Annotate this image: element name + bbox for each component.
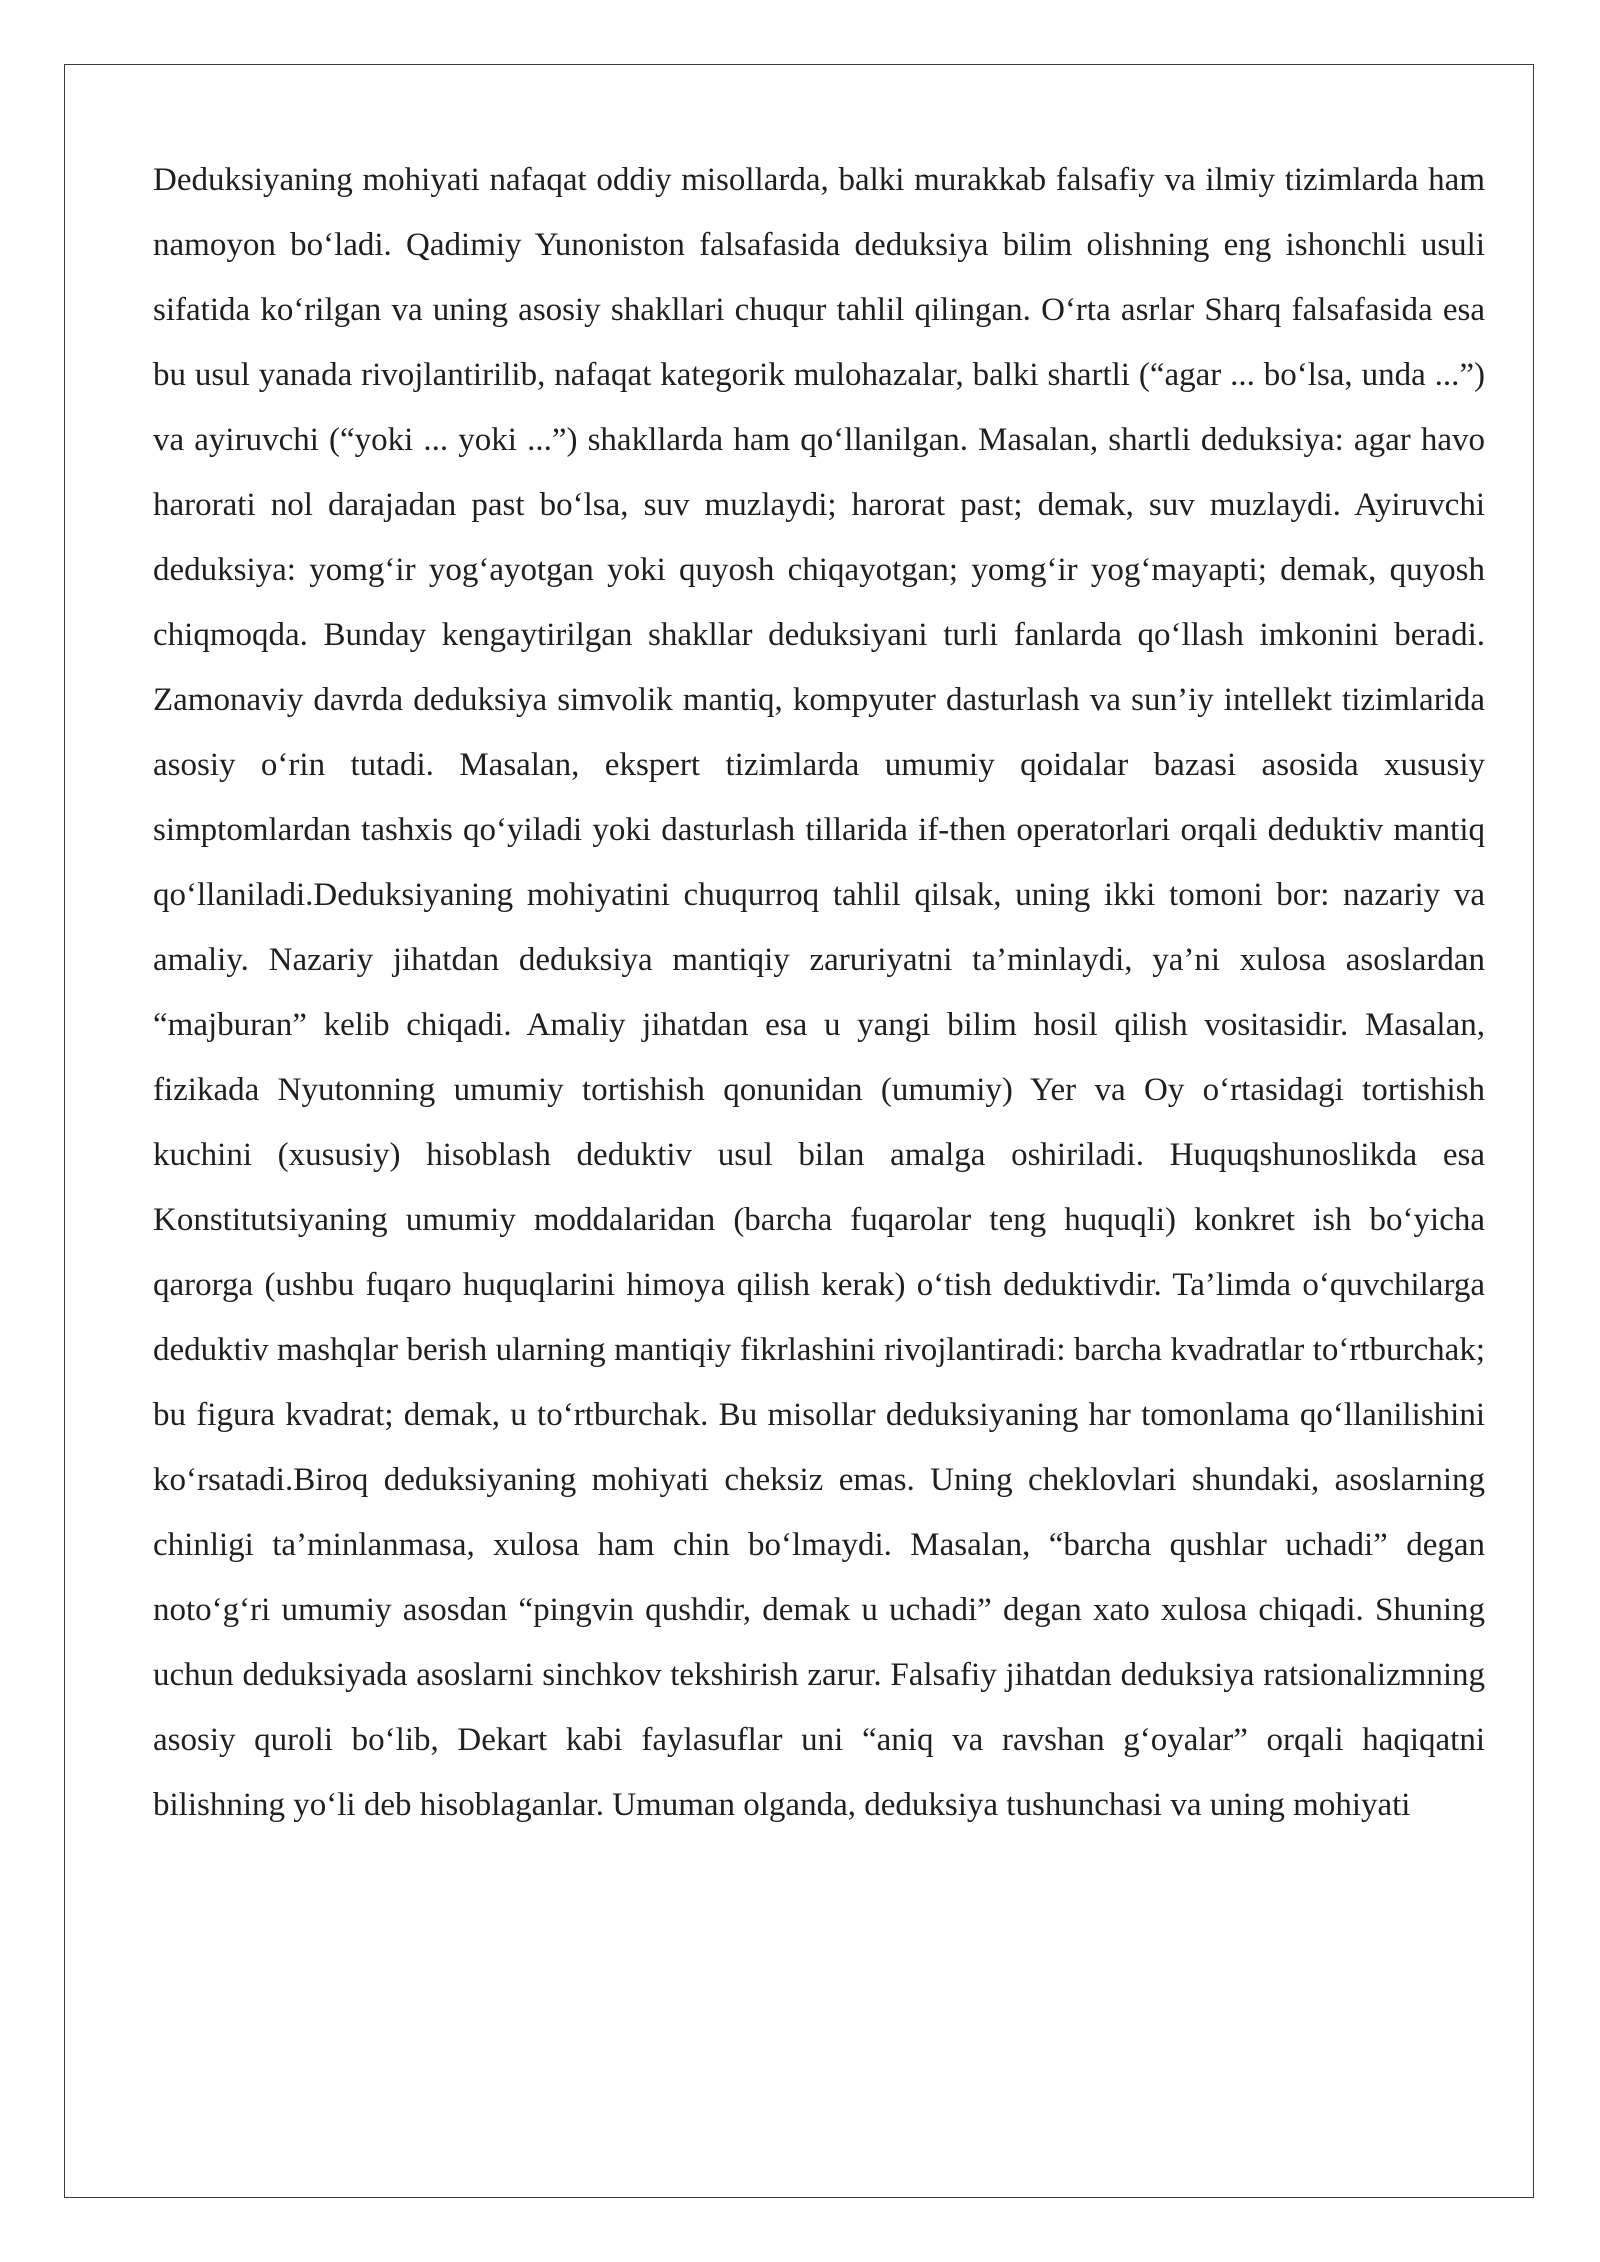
body-paragraph: Deduksiyaning mohiyati nafaqat oddiy misollarda, balki murakkab falsafiy va ilmiy tizimlarda ham namoyon boʻladi. Qadimiy Yunoniston falsafasida deduksiya bilim olishning eng ishonchli usuli sifatida koʻrilgan va uning asosiy shakllari chuqur tahlil qilingan. Oʻrta asrlar Sharq falsafasida esa bu usul yanada rivojlantirilib, nafaqat kategorik mulohazalar, balki shartli (“agar ... boʻlsa, unda ...”) va ayiruvchi (“yoki ... yoki ...”) shakllarda ham qoʻllanilgan. Masalan, shartli deduksiya: agar havo harorati nol darajadan past boʻlsa, suv muzlaydi; harorat past; demak, suv muzlaydi. Ayiruvchi deduksiya: yomgʻir yogʻayotgan yoki quyosh chiqayotgan; yomgʻir yogʻmayapti; demak, quyosh chiqmoqda. Bunday kengaytirilgan shakllar deduksiyani turli fanlarda qoʻllash imkonini beradi. Zamonaviy davrda deduksiya simvolik mantiq, kompyuter dasturlash va sun’iy intellekt tizimlarida asosiy oʻrin tutadi. Masalan, ekspert tizimlarda umumiy qoidalar bazasi asosida xususiy simptomlardan tashxis qoʻyiladi yoki dasturlash tillarida if-then operatorlari orqali deduktiv mantiq qoʻllaniladi.Deduksiyaning mohiyatini chuqurroq tahlil qilsak, uning ikki tomoni bor: nazariy va amaliy. Nazariy jihatdan deduksiya mantiqiy zaruriyatni ta’minlaydi, ya’ni xulosa asoslardan “majburan” kelib chiqadi. Amaliy jihatdan esa u yangi bilim hosil qilish vositasidir. Masalan, fizikada Nyutonning umumiy tortishish qonunidan (umumiy) Yer va Oy oʻrtasidagi tortishish kuchini (xususiy) hisoblash deduktiv usul bilan amalga oshiriladi. Huquqshunoslikda esa Konstitutsiyaning umumiy moddalaridan (barcha fuqarolar teng huquqli) konkret ish boʻyicha qarorga (ushbu fuqaro huquqlarini himoya qilish kerak) oʻtish deduktivdir. Ta’limda oʻquvchilarga deduktiv mashqlar berish ularning mantiqiy fikrlashini rivojlantiradi: barcha kvadratlar toʻrtburchak; bu figura kvadrat; demak, u toʻrtburchak. Bu misollar deduksiyaning har tomonlama qoʻllanilishini koʻrsatadi.Biroq deduksiyaning mohiyati cheksiz emas. Uning cheklovlari shundaki, asoslarning chinligi ta’minlanmasa, xulosa ham chin boʻlmaydi. Masalan, “barcha qushlar uchadi” degan notoʻgʻri umumiy asosdan “pingvin qushdir, demak u uchadi” degan xato xulosa chiqadi. Shuning uchun deduksiyada asoslarni sinchkov tekshirish zarur. Falsafiy jihatdan deduksiya ratsionalizmning asosiy quroli boʻlib, Dekart kabi faylasuflar uni “aniq va ravshan gʻoyalar” orqali haqiqatni bilishning yoʻli deb hisoblaganlar. Umuman olganda, deduksiya tushunchasi va uning mohiyati xyxy=(153,162,1485,1823)
